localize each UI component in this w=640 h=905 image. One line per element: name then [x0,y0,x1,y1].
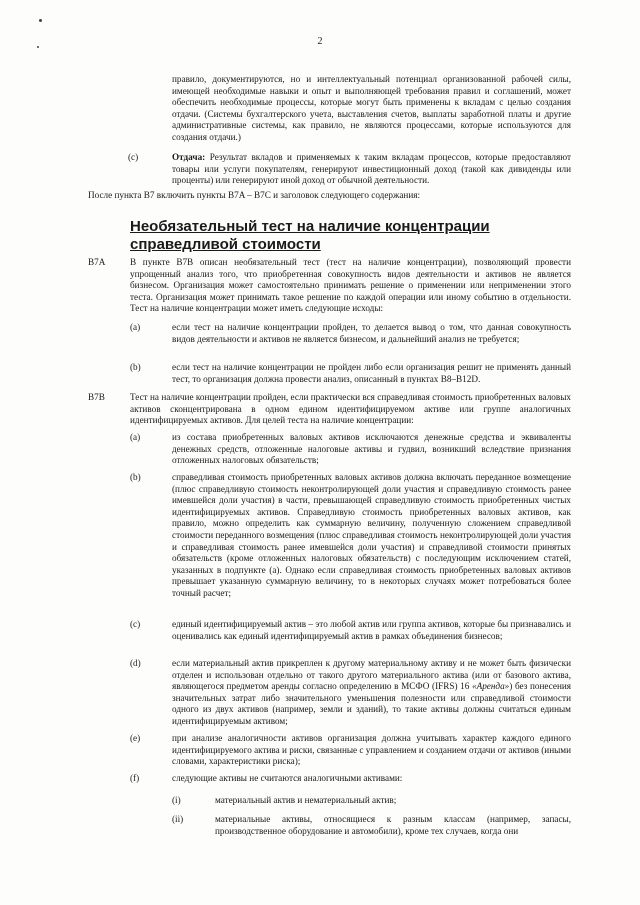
b7b-f-subitem-ii: материальные активы, относящиеся к разным классам (например, запасы, производственное оборудование и автомобили), кроме тех случаев, когда они [215,814,571,836]
ifrs16-title: «Аренда» [471,681,510,692]
b7b-item-b: справедливая стоимость приобретенных валовых активов должна включать переданное возмещение (плюс справедливую стоимость неконтролирующей доли участия и справедливую стоимость ранее имевшейся доли участия) в части, превышающей справедливую стоимость приобретенных чистых идентифицируемых активов. Справедливую стоимость приобретенных валовых активов, как правило, можно определить как суммарную величину, полученную сложением справедливой стоимости переданного возмещения (плюс справедливая стоимость неконтролирующей доли участия и справедливая стоимость ранее имевшейся доли участия) и справедливой стоимости принятых обязательств (кроме отложенных налоговых обязательств) с последующим исключением статей, указанных в подпункте (a). Однако если справедливая стоимость приобретенных валовых активов превышает указанную суммарную величину, то в некоторых случаях может потребоваться более точный расчет; [172,472,571,598]
continuation-paragraph: правило, документируются, но и интеллектуальный потенциал организованной рабочей силы, имеющей необходимые навыки и опыт и выполняющей требования правил и соглашений, может обеспечить необходимые процессы, которые могут быть применены к вкладам с целью создания отдачи. (Системы бухгалтерского учета, выставления счетов, выплаты заработной платы и другие административные системы, как правило, не являются процессами, которые используются для создания отдачи.) [172,74,571,142]
b7b-item-c: единый идентифицируемый актив – это любой актив или группа активов, которые бы признавались и оценивались как единый идентифицируемый актив в рамках объединения бизнесов; [172,619,571,641]
page-number: 2 [317,36,323,47]
b7b-item-label-c: (c) [130,619,141,629]
item-label-c: (c) [128,152,139,162]
b7b-item-label-b: (b) [130,472,141,482]
b7b-item-label-e: (e) [130,733,141,743]
b7a-item-label-a: (a) [130,322,141,332]
b7b-item-e: при анализе аналогичности активов организация должна учитывать характер каждого единого идентифицируемого актива и риски, связанные с управлением и созданием отдачи от активов (иными словами, характеристики риска); [172,733,572,767]
b7b-item-d-text-end: ) без понесения значительных затрат либо значительного уменьшения полезности или справедливой стоимости одного из двух активов (например, земли и зданий), то такие активы должны считаться единым идентифицируемым активом; [172,681,572,726]
b7a-item-a: если тест на наличие концентрации пройден, то делается вывод о том, что данная совокупность видов деятельности и активов не является бизнесом, и дальнейший анализ не требуется; [172,322,571,344]
b7b-item-d-text-start: если материальный актив прикреплен к другому материальному активу и не может быть физически отделен и использован отдельно от такого другого материального актива (или от базового актива, являющегося предметом аренды согласно определению в МСФО (IFRS) 16 [172,658,571,692]
b7b-item-a: из состава приобретенных валовых активов исключаются денежные средства и эквиваленты денежных средств, отложенные налоговые активы и гудвил, возникший вследствие признания отложенных налоговых обязательств; [172,432,571,466]
b7b-f-subitem-i: материальный актив и нематериальный актив; [215,795,397,805]
b7b-item-label-d: (d) [130,658,141,668]
b7b-item-d [172,658,571,728]
paragraph-b7a: В пункте B7B описан необязательный тест (тест на наличие концентрации), позволяющий провести упрощенный анализ того, что приобретенная совокупность видов деятельности и активов не является бизнесом. Организация может самостоятельно принимать решение о применении или неприменении этого теста. Организация может принимать такое решение по каждой операции или иному событию в отдельности. Тест на наличие концентрации может иметь следующие исходы: [130,257,571,314]
output-term: Отдача: [172,152,206,162]
paragraph-b7b: Тест на наличие концентрации пройден, если практически вся справедливая стоимость приобретенных валовых активов сконцентрирована в одном едином идентифицируемом активе или группе аналогичных идентифицируемых активов. Для целей теста на наличие концентрации: [130,392,571,426]
output-text: Результат вкладов и применяемых к таким вкладам процессов, которые предоставляют товары или услуги покупателям, генерируют инвестиционный доход (такой как дивиденды или проценты) или генерируют иной доход от обычной деятельности. [172,152,571,186]
b7b-item-label-f: (f) [130,773,140,783]
b7b-f-subitem-label-ii: (ii) [172,814,184,824]
scan-dot-mark [39,19,42,22]
output-definition [172,152,571,187]
b7b-item-label-a: (a) [130,432,141,442]
paragraph-number-b7a: B7A [88,257,106,267]
section-heading: Необязательный тест на наличие концентрации справедливой стоимости [130,218,490,253]
b7a-item-label-b: (b) [130,362,141,372]
b7b-item-f: следующие активы не считаются аналогичными активами: [172,773,403,783]
b7a-item-b: если тест на наличие концентрации не пройден либо если организация решит не применять данный тест, то организация должна провести анализ, описанный в пунктах B8–B12D. [172,362,571,384]
b7b-f-subitem-label-i: (i) [172,795,181,805]
paragraph-number-b7b: B7B [88,392,105,402]
amendment-instruction: После пункта B7 включить пункты B7A – B7C и заголовок следующего содержания: [88,190,421,200]
